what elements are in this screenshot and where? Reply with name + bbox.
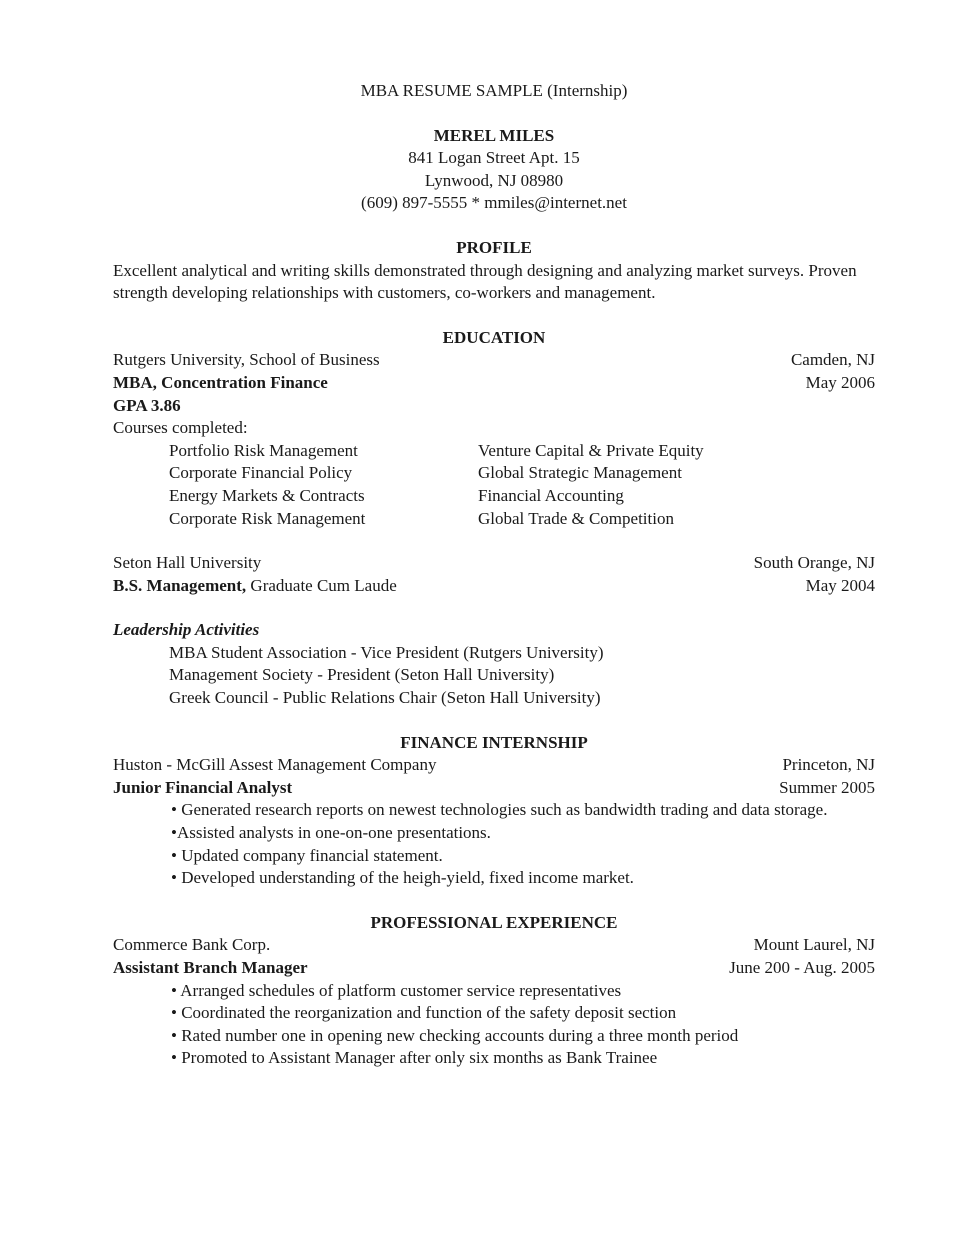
- course-item: Financial Accounting: [478, 485, 624, 505]
- degree-1-date: May 2006: [805, 372, 875, 392]
- school-1-row: [113, 349, 875, 372]
- school-2-name: Seton Hall University: [113, 553, 262, 573]
- degree-2-honors: Graduate Cum Laude: [246, 575, 397, 595]
- experience-bullets: [113, 980, 875, 1070]
- address-line-2: Lynwood, NJ 08980: [424, 170, 564, 190]
- course-item: Corporate Risk Management: [169, 508, 366, 528]
- courses-grid: [113, 440, 875, 530]
- degree-2: [113, 575, 397, 598]
- internship-heading: FINANCE INTERNSHIP: [400, 732, 588, 752]
- school-2-row: [113, 552, 875, 575]
- internship-location: Princeton, NJ: [782, 755, 875, 775]
- degree-2-title: B.S. Management,: [113, 575, 247, 595]
- bullet-item: •Assisted analysts in one-on-one presentations.: [171, 823, 491, 843]
- internship-title-row: [113, 777, 875, 800]
- internship-date: Summer 2005: [779, 777, 875, 797]
- bullet-item: • Arranged schedules of platform customer service representatives: [171, 980, 622, 1000]
- course-item: Global Trade & Competition: [478, 508, 674, 528]
- profile-text: Excellent analytical and writing skills demonstrated through designing and analyzing market surveys. Proven strength developing relationships with customers, co-workers and management.: [113, 260, 857, 303]
- bullet-item: • Coordinated the reorganization and function of the safety deposit section: [171, 1003, 677, 1023]
- course-item: Corporate Financial Policy: [169, 463, 353, 483]
- degree-2-date: May 2004: [805, 575, 875, 595]
- course-item: Portfolio Risk Management: [169, 440, 358, 460]
- document-title: MBA RESUME SAMPLE (Internship): [360, 81, 628, 100]
- internship-company: Huston - McGill Assest Management Company: [113, 755, 437, 775]
- address-line-1: 841 Logan Street Apt. 15: [408, 148, 580, 168]
- bullet-item: • Promoted to Assistant Manager after only six months as Bank Trainee: [171, 1048, 658, 1068]
- degree-1: MBA, Concentration Finance: [113, 372, 328, 392]
- course-item: Venture Capital & Private Equity: [478, 440, 704, 460]
- bullet-item: • Generated research reports on newest technologies such as bandwidth trading and data storage.: [171, 800, 828, 820]
- gpa: GPA 3.86: [113, 395, 181, 415]
- course-item: Global Strategic Management: [478, 463, 682, 483]
- course-item: Energy Markets & Contracts: [169, 485, 365, 505]
- internship-company-row: [113, 754, 875, 777]
- degree-2-row: [113, 575, 875, 598]
- school-1-name: Rutgers University, School of Business: [113, 350, 380, 370]
- leadership-heading: Leadership Activities: [113, 620, 260, 640]
- education-heading: EDUCATION: [442, 327, 546, 347]
- experience-heading: PROFESSIONAL EXPERIENCE: [370, 912, 618, 932]
- resume-page: [113, 80, 875, 1070]
- experience-location: Mount Laurel, NJ: [753, 935, 875, 955]
- phone-email-line: (609) 897-5555 * mmiles@internet.net: [361, 193, 627, 213]
- experience-title: Assistant Branch Manager: [113, 958, 308, 977]
- internship-bullets: [113, 799, 875, 889]
- leadership-item: Management Society - President (Seton Hall University): [169, 665, 555, 685]
- experience-company: Commerce Bank Corp.: [113, 935, 271, 955]
- courses-label: Courses completed:: [113, 418, 248, 438]
- bullet-item: • Rated number one in opening new checking accounts during a three month period: [171, 1025, 739, 1045]
- experience-company-row: [113, 934, 875, 957]
- leadership-item: MBA Student Association - Vice President (Rutgers University): [169, 642, 604, 662]
- experience-date: June 200 - Aug. 2005: [729, 958, 875, 977]
- school-2-location: South Orange, NJ: [753, 553, 875, 573]
- internship-title: Junior Financial Analyst: [113, 777, 293, 797]
- leadership-list: [113, 642, 875, 710]
- experience-title-row: [113, 957, 875, 980]
- leadership-item: Greek Council - Public Relations Chair (Seton Hall University): [169, 688, 601, 708]
- candidate-name: MEREL MILES: [433, 125, 555, 145]
- bullet-item: • Developed understanding of the heigh-yield, fixed income market.: [171, 868, 634, 888]
- profile-heading: PROFILE: [456, 237, 532, 257]
- bullet-item: • Updated company financial statement.: [171, 845, 443, 865]
- degree-1-row: [113, 372, 875, 395]
- school-1-location: Camden, NJ: [790, 350, 875, 370]
